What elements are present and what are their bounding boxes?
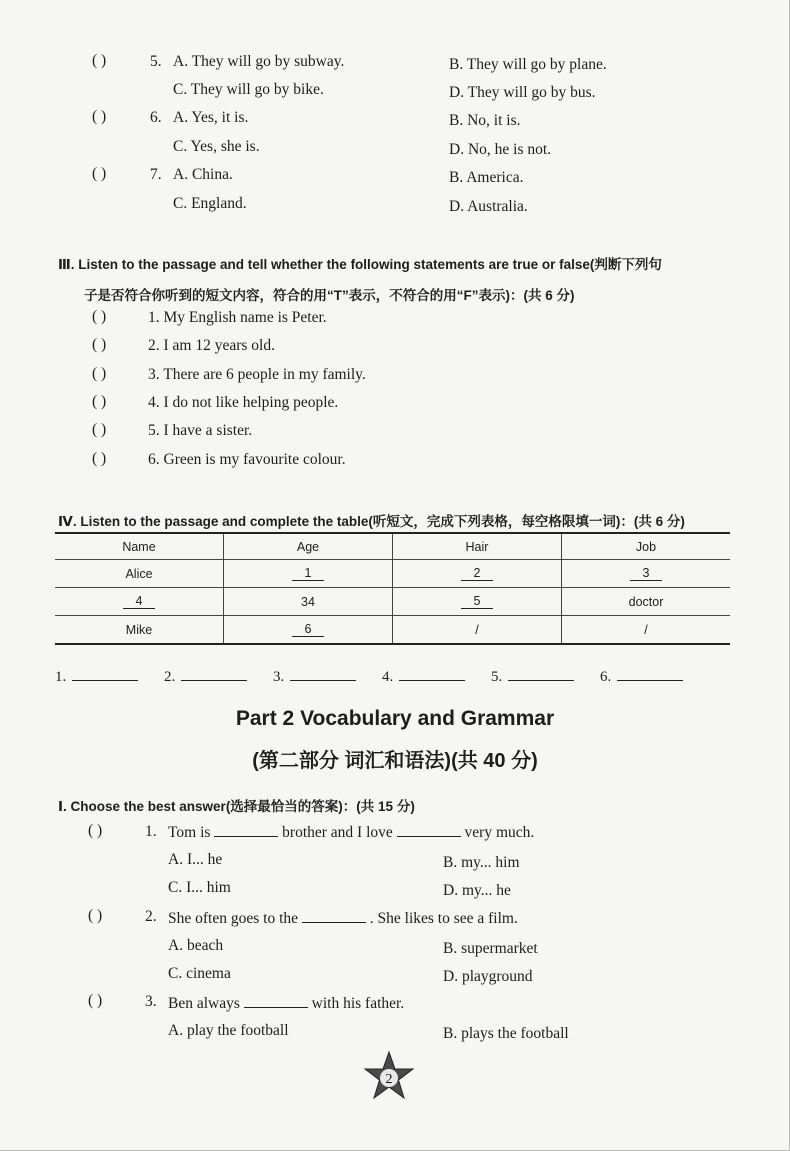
info-table <box>55 532 730 645</box>
option-a: A. beach <box>168 937 224 954</box>
option-c: C. They will go by bike. <box>173 81 324 98</box>
statement: 1. My English name is Peter. <box>148 309 327 326</box>
blank[interactable] <box>214 822 278 837</box>
blank-number: 3 <box>630 566 662 581</box>
answer-label: 3. <box>273 669 285 685</box>
header-age: Age <box>224 533 393 560</box>
part-2-title: Part 2 Vocabulary and Grammar <box>235 707 555 730</box>
blank[interactable] <box>397 822 461 837</box>
stem-part: very much. <box>464 824 535 841</box>
section-3-title-cont: 子是否符合你听到的短文内容，符合的用“T”表示，不符合的用“F”表示)：(共 6 分) <box>84 288 575 303</box>
answer-paren[interactable]: ( ) <box>92 336 107 353</box>
table-cell: / <box>562 616 731 645</box>
table-cell: 34 <box>224 588 393 616</box>
option-b: B. America. <box>449 169 524 186</box>
option-a: A. They will go by subway. <box>173 53 345 70</box>
table-cell: Alice <box>55 560 224 588</box>
stem-part: Ben always <box>168 995 240 1012</box>
question-number: 5. <box>150 53 162 70</box>
answer-label: 2. <box>164 669 176 685</box>
blank-number: 6 <box>292 622 324 637</box>
answer-label: 1. <box>55 669 67 685</box>
answer-paren[interactable]: ( ) <box>88 822 103 839</box>
table-cell <box>562 560 731 588</box>
blank-number: 4 <box>123 594 155 609</box>
statement: 5. I have a sister. <box>148 422 253 439</box>
table-cell: / <box>393 616 562 645</box>
answer-blanks <box>55 664 735 686</box>
option-b: B. They will go by plane. <box>449 56 607 73</box>
section-4-title: Ⅳ. Listen to the passage and complete the table(听短文，完成下列表格，每空格限填一词)：(共 6 分) <box>58 514 685 529</box>
statement: 4. I do not like helping people. <box>148 394 339 411</box>
section-i-title: Ⅰ. Choose the best answer(选择最恰当的答案)：(共 15 分) <box>58 799 415 814</box>
answer-paren[interactable]: ( ) <box>88 992 103 1009</box>
answer-label: 5. <box>491 669 503 685</box>
section-3-title: Ⅲ. Listen to the passage and tell whether the following statements are true or false(判断下列句 <box>58 257 662 272</box>
answer-paren[interactable]: ( ) <box>88 907 103 924</box>
option-d: D. They will go by bus. <box>449 84 596 101</box>
question-number: 2. <box>145 908 157 925</box>
blank[interactable] <box>244 993 308 1008</box>
option-d: D. playground <box>443 968 533 985</box>
option-d: D. Australia. <box>449 198 528 215</box>
stem-part: She often goes to the <box>168 910 299 927</box>
question-stem <box>168 908 518 929</box>
answer-paren[interactable]: ( ) <box>92 421 107 438</box>
table-cell: Mike <box>55 616 224 645</box>
option-c: C. cinema <box>168 965 231 982</box>
stem-part: brother and I love <box>282 824 393 841</box>
table-cell <box>393 560 562 588</box>
option-c: C. Yes, she is. <box>173 138 260 155</box>
answer-paren[interactable]: ( ) <box>92 450 107 467</box>
answer-paren[interactable]: ( ) <box>92 365 107 382</box>
option-a: A. Yes, it is. <box>173 109 249 126</box>
answer-paren[interactable]: ( ) <box>92 165 107 182</box>
blank-number: 5 <box>461 594 493 609</box>
question-stem <box>168 993 404 1014</box>
option-b: B. No, it is. <box>449 112 521 129</box>
answer-blank[interactable] <box>617 664 683 681</box>
question-number: 1. <box>145 823 157 840</box>
answer-blank[interactable] <box>181 664 247 681</box>
answer-paren[interactable]: ( ) <box>92 393 107 410</box>
option-d: D. No, he is not. <box>449 141 552 158</box>
header-job: Job <box>562 533 731 560</box>
option-a: A. I... he <box>168 851 223 868</box>
option-b: B. plays the football <box>443 1025 569 1042</box>
answer-label: 4. <box>382 669 394 685</box>
option-c: C. I... him <box>168 879 231 896</box>
statement: 2. I am 12 years old. <box>148 337 275 354</box>
question-number: 7. <box>150 166 162 183</box>
table-cell <box>224 616 393 645</box>
option-b: B. supermarket <box>443 940 538 957</box>
option-a: A. China. <box>173 166 233 183</box>
answer-blank[interactable] <box>508 664 574 681</box>
table-cell <box>55 588 224 616</box>
star-page-badge-icon <box>363 1050 415 1102</box>
table-cell: doctor <box>562 588 731 616</box>
answer-paren[interactable]: ( ) <box>92 52 107 69</box>
header-hair: Hair <box>393 533 562 560</box>
question-number: 3. <box>145 993 157 1010</box>
option-c: C. England. <box>173 195 247 212</box>
answer-blank[interactable] <box>290 664 356 681</box>
table-row <box>55 588 730 616</box>
statement: 3. There are 6 people in my family. <box>148 366 366 383</box>
part-2-subtitle: (第二部分 词汇和语法)(共 40 分) <box>252 750 538 772</box>
answer-blank[interactable] <box>399 664 465 681</box>
question-stem <box>168 822 534 843</box>
table-cell <box>224 560 393 588</box>
answer-paren[interactable]: ( ) <box>92 108 107 125</box>
stem-part: . She likes to see a film. <box>369 910 518 927</box>
table-row <box>55 616 730 645</box>
statement: 6. Green is my favourite colour. <box>148 451 346 468</box>
answer-label: 6. <box>600 669 612 685</box>
option-a: A. play the football <box>168 1022 289 1039</box>
blank-number: 1 <box>292 566 324 581</box>
stem-part: Tom is <box>168 824 211 841</box>
answer-blank[interactable] <box>72 664 138 681</box>
blank-number: 2 <box>461 566 493 581</box>
table-cell <box>393 588 562 616</box>
page-number: 2 <box>385 1072 393 1087</box>
option-d: D. my... he <box>443 882 511 899</box>
question-number: 6. <box>150 109 162 126</box>
blank[interactable] <box>302 908 366 923</box>
option-b: B. my... him <box>443 854 520 871</box>
stem-part: with his father. <box>311 995 405 1012</box>
header-name: Name <box>55 533 224 560</box>
table-header-row <box>55 533 730 560</box>
answer-paren[interactable]: ( ) <box>92 308 107 325</box>
table-row <box>55 560 730 588</box>
